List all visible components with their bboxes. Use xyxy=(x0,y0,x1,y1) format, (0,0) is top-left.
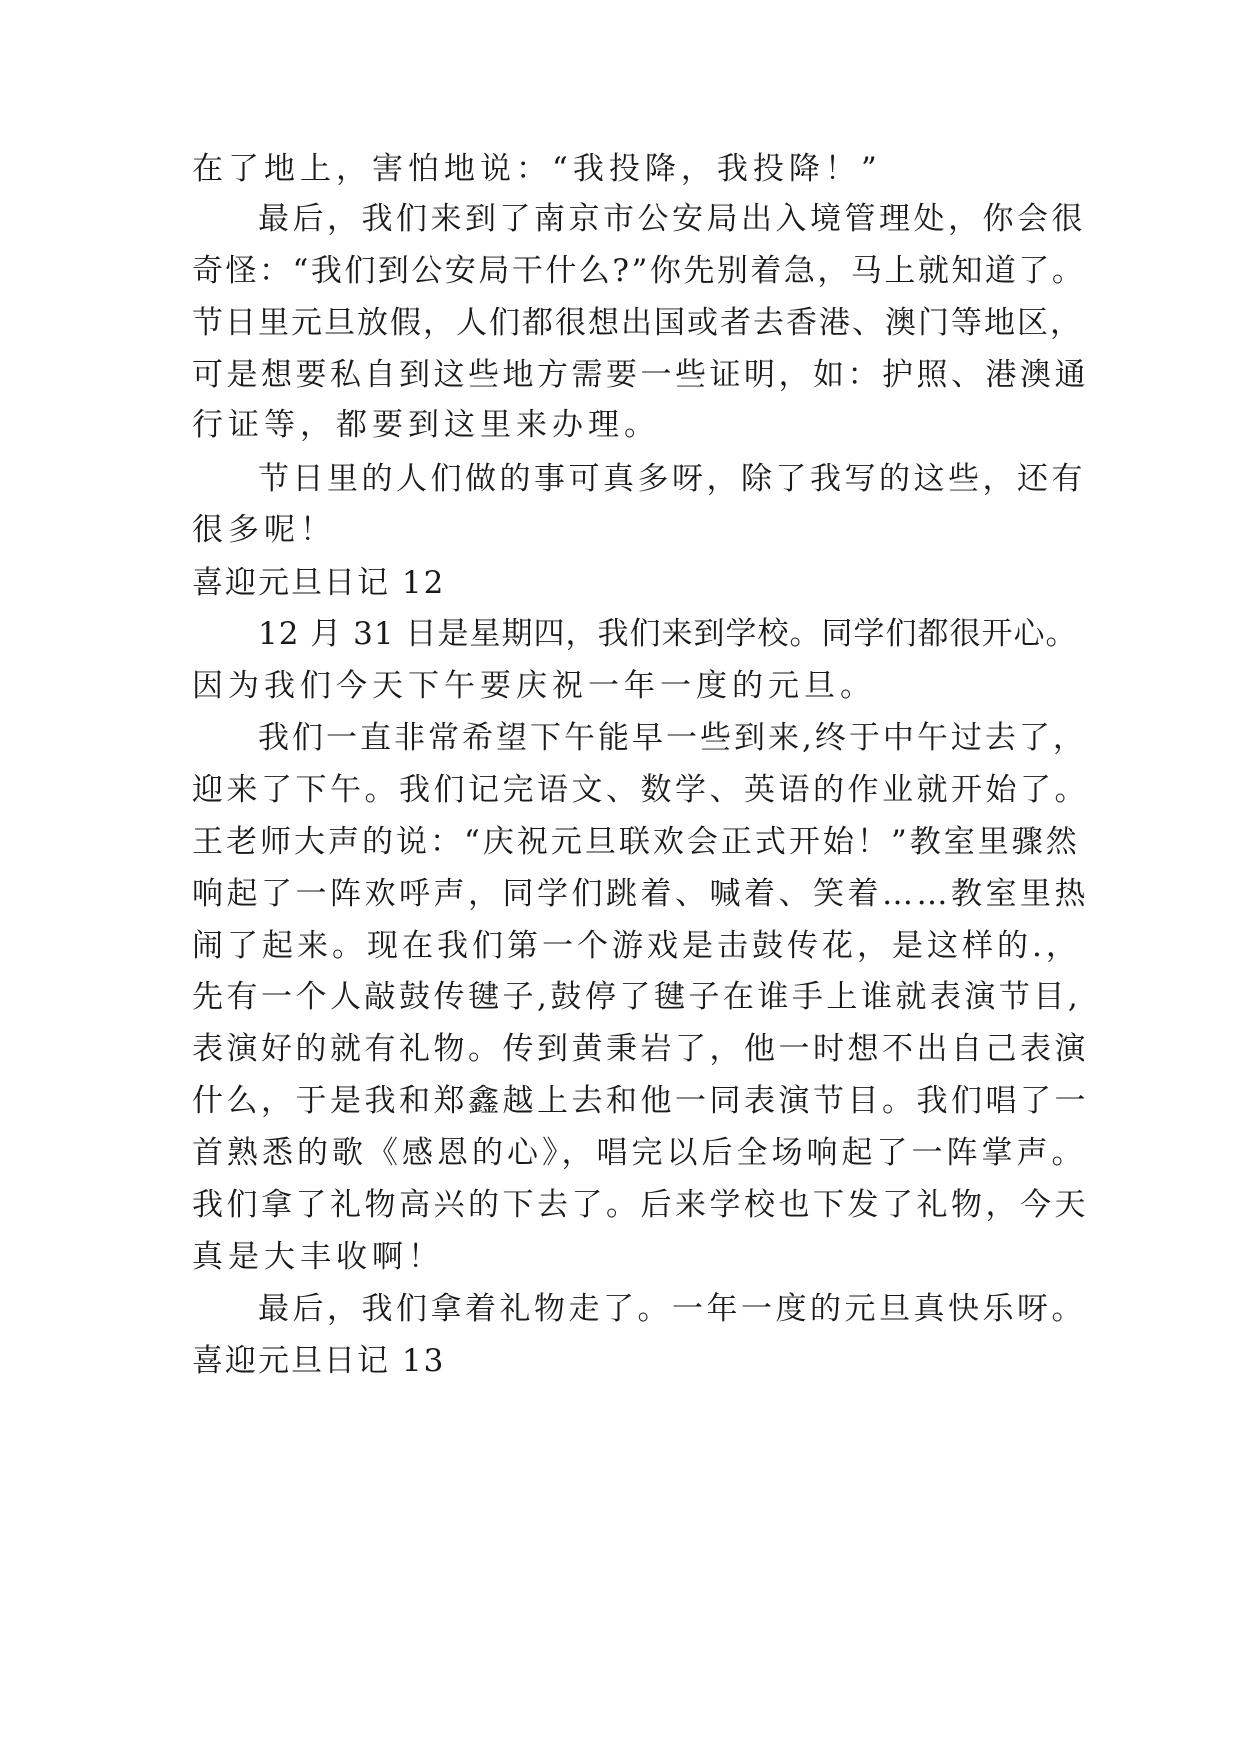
text-line: 真是大丰收啊！ xyxy=(192,1239,444,1275)
text-line: 表演好的就有礼物。传到黄秉岩了，他一时想不出自己表演 xyxy=(192,1031,1089,1067)
text-line: 迎来了下午。我们记完语文、数学、英语的作业就开始了。 xyxy=(192,772,1089,808)
text-line: 很多呢！ xyxy=(192,512,336,548)
text-line: 闹了起来。现在我们第一个游戏是击鼓传花，是这样的.， xyxy=(192,928,1081,964)
text-line: 响起了一阵欢呼声，同学们跳着、喊着、笑着……教室里热 xyxy=(192,876,1089,912)
paragraph-start: 最后，我们来到了南京市公安局出入境管理处，你会很 xyxy=(258,201,1086,237)
text-line: 我们拿了礼物高兴的下去了。后来学校也下发了礼物，今天 xyxy=(192,1187,1089,1223)
text-line: 王老师大声的说：“庆祝元旦联欢会正式开始！”教室里骤然 xyxy=(192,824,1080,860)
paragraph-start: 我们一直非常希望下午能早一些到来,终于中午过去了， xyxy=(258,720,1087,756)
section-heading: 喜迎元旦日记 12 xyxy=(192,565,446,601)
text-line: 奇怪：“我们到公安局干什么?”你先别着急，马上就知道了。 xyxy=(192,253,1086,289)
text-line: 先有一个人敲鼓传毽子,鼓停了毽子在谁手上谁就表演节目, xyxy=(192,979,1082,1015)
text-line: 在了地上，害怕地说：“我投降，我投降！” xyxy=(192,151,882,187)
paragraph-start: 最后，我们拿着礼物走了。一年一度的元旦真快乐呀。 xyxy=(258,1291,1086,1327)
text-line: 行证等，都要到这里来办理。 xyxy=(192,407,660,443)
paragraph-start: 12 月 31 日是星期四，我们来到学校。同学们都很开心。 xyxy=(258,616,1078,652)
paragraph-start: 节日里的人们做的事可真多呀，除了我写的这些，还有 xyxy=(258,461,1086,497)
section-heading: 喜迎元旦日记 13 xyxy=(192,1343,446,1379)
text-line: 节日里元旦放假，人们都很想出国或者去香港、澳门等地区， xyxy=(192,305,1083,341)
text-line: 首熟悉的歌《感恩的心》，唱完以后全场响起了一阵掌声。 xyxy=(192,1135,1087,1171)
text-line: 什么，于是我和郑鑫越上去和他一同表演节目。我们唱了一 xyxy=(192,1083,1089,1119)
text-line: 可是想要私自到这些地方需要一些证明，如：护照、港澳通 xyxy=(192,357,1089,393)
text-line: 因为我们今天下午要庆祝一年一度的元旦。 xyxy=(192,668,876,704)
